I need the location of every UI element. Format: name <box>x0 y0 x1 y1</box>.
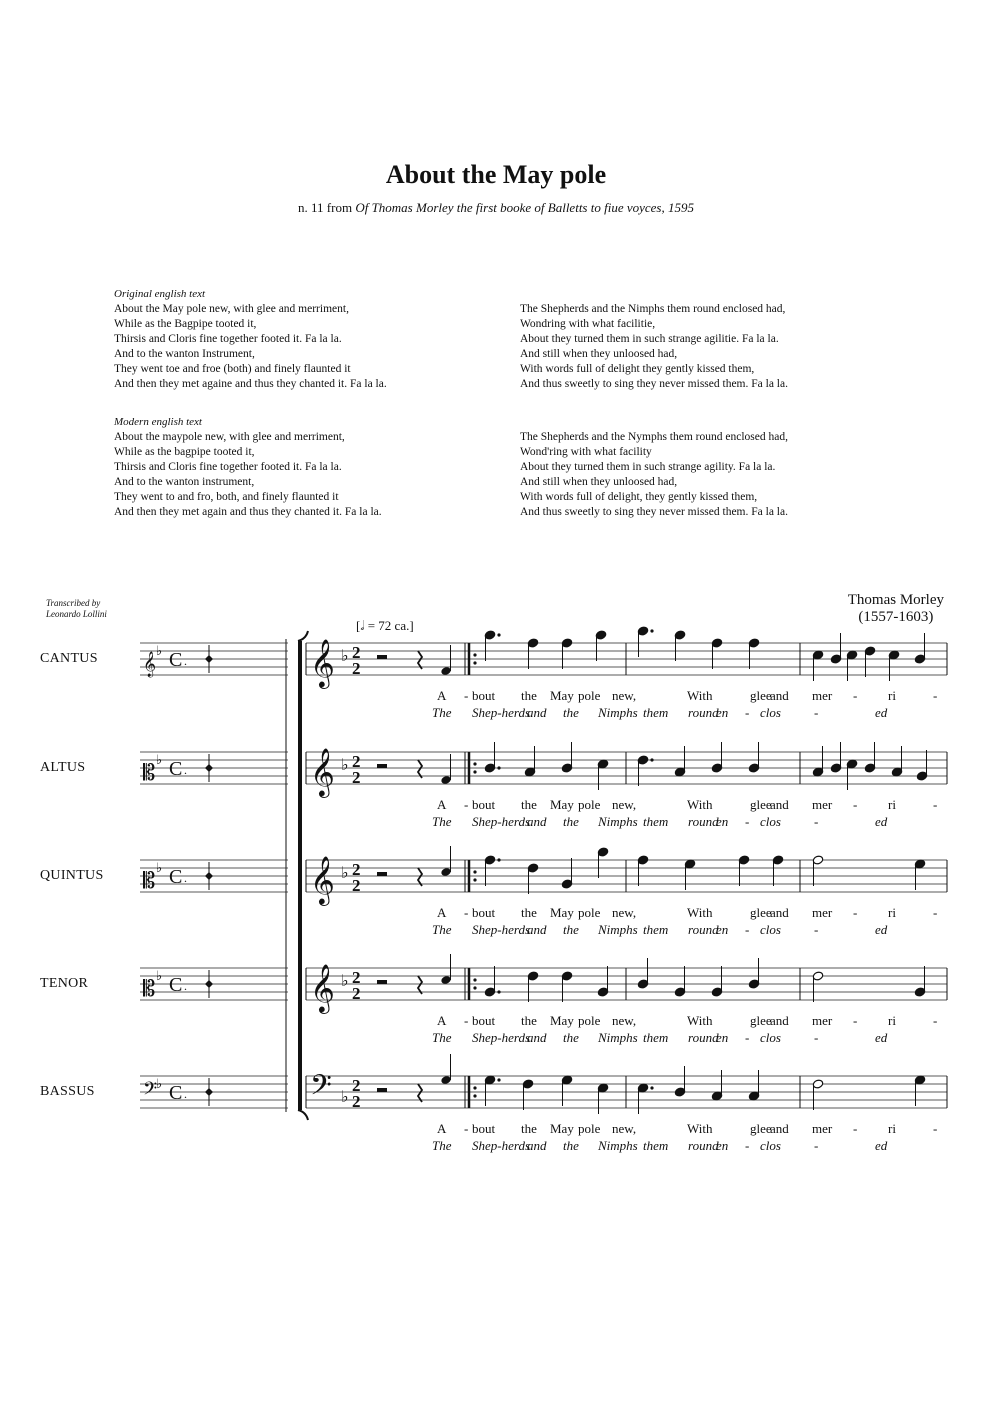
lyric-verse1: - <box>853 905 858 920</box>
lyric-verse2: round <box>688 814 719 829</box>
repeat-dot <box>473 1094 476 1097</box>
treble-clef-icon: 𝄞 <box>310 858 335 904</box>
lyric-verse1: and <box>770 1013 789 1028</box>
voice-label-bassus: BASSUS <box>40 1084 95 1099</box>
mensuration-dot: . <box>184 871 187 885</box>
repeat-dot <box>473 870 476 873</box>
lyric-verse2: them <box>643 814 669 829</box>
poem-line: About they turned them in such strange agilitie. Fa la la. <box>520 333 779 345</box>
bracket-bottom-hook <box>298 1110 308 1120</box>
repeat-dot <box>473 653 476 656</box>
lyric-verse2: en <box>716 1030 729 1045</box>
flat-icon: ♭ <box>156 752 163 767</box>
lyric-verse2: - <box>814 1138 819 1153</box>
poem-line: Wondring with what facilitie, <box>520 318 656 330</box>
poem-line: Thirsis and Cloris fine together footed it. Fa la la. <box>114 461 342 473</box>
mensuration-c-icon: C <box>169 974 183 996</box>
time-signature-bottom: 2 <box>352 876 361 895</box>
poem-line: Wond'ring with what facility <box>520 446 652 458</box>
lyric-verse2: clos <box>760 814 781 829</box>
lyric-verse1: pole <box>578 688 601 703</box>
poem-line: They went to and fro, both, and finely flaunted it <box>114 491 339 503</box>
lyric-verse2: Nimphs <box>598 814 638 829</box>
augmentation-dot <box>497 633 500 636</box>
lyric-verse1: With <box>687 1013 713 1028</box>
quarter-rest <box>418 868 422 886</box>
lyric-verse1: pole <box>578 905 601 920</box>
lyric-verse2: - <box>814 814 819 829</box>
mensuration-dot: . <box>184 1087 187 1101</box>
lyric-verse2: the <box>563 922 579 937</box>
lyric-verse2: Shep-herds <box>472 814 531 829</box>
lyric-verse1: ri <box>888 797 896 812</box>
lyric-verse1: - <box>464 905 469 920</box>
subtitle-source: Of Thomas Morley the first booke of Balletts to fiue voyces, 1595 <box>355 200 694 215</box>
old-clef-icon: 𝄡 <box>143 976 156 1001</box>
poem-line: About the May pole new, with glee and merriment, <box>114 303 349 315</box>
old-clef-icon: 𝄡 <box>143 760 156 785</box>
lyric-verse1: glee <box>750 797 772 812</box>
lyric-verse1: A <box>437 688 447 703</box>
mensuration-c-icon: C <box>169 866 183 888</box>
augmentation-dot <box>497 990 500 993</box>
lyric-verse1: new, <box>612 1013 637 1028</box>
lyric-verse1: bout <box>472 1121 496 1136</box>
lyric-verse1: May <box>550 797 574 812</box>
lyric-verse2: and <box>527 705 547 720</box>
repeat-dot <box>473 986 476 989</box>
lyric-verse1: With <box>687 797 713 812</box>
lyric-verse2: clos <box>760 1030 781 1045</box>
lyric-verse2: Shep-herds <box>472 922 531 937</box>
lyric-verse1: and <box>770 1121 789 1136</box>
poem-line: While as the Bagpipe tooted it, <box>114 318 257 330</box>
lyric-verse1: May <box>550 1013 574 1028</box>
lyric-verse2: and <box>527 922 547 937</box>
voice-label-quintus: QUINTUS <box>40 868 104 883</box>
poem-line: Thirsis and Cloris fine together footed it. Fa la la. <box>114 333 342 345</box>
poem-line: While as the bagpipe tooted it, <box>114 446 255 458</box>
augmentation-dot <box>497 766 500 769</box>
lyric-verse1: - <box>853 797 858 812</box>
lyric-verse2: ed <box>875 1030 888 1045</box>
lyric-verse2: - <box>745 1030 750 1045</box>
lyric-verse2: - <box>745 1138 750 1153</box>
half-rest <box>377 872 387 876</box>
lyric-verse2: round <box>688 922 719 937</box>
lyric-verse2: Shep-herds <box>472 1030 531 1045</box>
mensuration-dot: . <box>184 979 187 993</box>
lyric-verse2: and <box>527 1030 547 1045</box>
lyric-verse1: May <box>550 905 574 920</box>
poem-line: About they turned them in such strange agility. Fa la la. <box>520 461 776 473</box>
original-text-header: Original english text <box>114 288 206 300</box>
lyric-verse2: ed <box>875 922 888 937</box>
lyric-verse1: glee <box>750 1013 772 1028</box>
lyric-verse1: - <box>933 905 938 920</box>
quarter-rest <box>418 651 422 669</box>
lyric-verse2: them <box>643 1030 669 1045</box>
repeat-dot <box>473 878 476 881</box>
lyric-verse1: the <box>521 905 537 920</box>
lyric-verse2: The <box>432 1138 452 1153</box>
voice-label-altus: ALTUS <box>40 760 86 775</box>
poem-line: With words full of delight they gently kissed them, <box>520 363 755 375</box>
treble-clef-icon: 𝄞 <box>310 750 335 796</box>
augmentation-dot <box>650 1086 653 1089</box>
lyric-verse2: en <box>716 814 729 829</box>
half-rest <box>377 764 387 768</box>
poem-line: And to the wanton Instrument, <box>114 348 255 360</box>
poem-line: And still when they unloosed had, <box>520 348 678 360</box>
poem-line: About the maypole new, with glee and merriment, <box>114 431 345 443</box>
lyric-verse2: clos <box>760 1138 781 1153</box>
lyric-verse1: With <box>687 1121 713 1136</box>
lyric-verse1: A <box>437 797 447 812</box>
lyric-verse1: bout <box>472 797 496 812</box>
lyric-verse1: - <box>933 688 938 703</box>
credit-line: Transcribed by <box>46 598 101 608</box>
lyric-verse2: the <box>563 705 579 720</box>
lyric-verse2: - <box>814 1030 819 1045</box>
flat-icon: ♭ <box>341 865 349 882</box>
quarter-rest <box>418 760 422 778</box>
treble-clef-icon: 𝄞 <box>310 641 335 687</box>
lyric-verse1: A <box>437 1013 447 1028</box>
time-signature-top: 2 <box>352 968 361 987</box>
poem-line: And then they met again and thus they chanted it. Fa la la. <box>114 506 382 518</box>
lyric-verse2: Nimphs <box>598 1030 638 1045</box>
lyric-verse2: clos <box>760 922 781 937</box>
lyric-verse2: them <box>643 1138 669 1153</box>
lyric-verse1: and <box>770 688 789 703</box>
lyric-verse2: The <box>432 1030 452 1045</box>
time-signature-bottom: 2 <box>352 1092 361 1111</box>
lyric-verse2: and <box>527 1138 547 1153</box>
lyric-verse1: - <box>464 797 469 812</box>
mensuration-dot: . <box>184 654 187 668</box>
poem-line: The Shepherds and the Nimphs them round enclosed had, <box>520 303 786 315</box>
lyric-verse1: new, <box>612 905 637 920</box>
lyric-verse2: The <box>432 922 452 937</box>
poem-line: And thus sweetly to sing they never missed them. Fa la la. <box>520 378 788 390</box>
lyric-verse2: en <box>716 922 729 937</box>
flat-icon: ♭ <box>341 648 349 665</box>
quarter-rest <box>418 976 422 994</box>
lyric-verse1: the <box>521 1013 537 1028</box>
old-clef-icon: 𝄢 <box>143 1078 158 1103</box>
lyric-verse2: the <box>563 814 579 829</box>
lyric-verse1: glee <box>750 688 772 703</box>
old-clef-icon: 𝄡 <box>143 868 156 893</box>
lyric-verse1: new, <box>612 797 637 812</box>
lyric-verse1: - <box>464 688 469 703</box>
repeat-dot <box>473 661 476 664</box>
half-rest <box>377 1088 387 1092</box>
lyric-verse1: bout <box>472 905 496 920</box>
time-signature-bottom: 2 <box>352 768 361 787</box>
flat-icon: ♭ <box>341 973 349 990</box>
lyric-verse1: With <box>687 688 713 703</box>
mensuration-c-icon: C <box>169 758 183 780</box>
augmentation-dot <box>650 758 653 761</box>
lyric-verse2: - <box>745 922 750 937</box>
lyric-verse2: Nimphs <box>598 705 638 720</box>
lyric-verse1: mer <box>812 1121 833 1136</box>
treble-clef-icon: 𝄞 <box>310 966 335 1012</box>
lyric-verse1: A <box>437 1121 447 1136</box>
lyric-verse1: mer <box>812 1013 833 1028</box>
repeat-dot <box>473 770 476 773</box>
lyric-verse1: - <box>853 688 858 703</box>
lyric-verse2: them <box>643 705 669 720</box>
lyric-verse1: mer <box>812 905 833 920</box>
time-signature-top: 2 <box>352 860 361 879</box>
lyric-verse1: bout <box>472 688 496 703</box>
mensuration-c-icon: C <box>169 1082 183 1104</box>
lyric-verse1: the <box>521 688 537 703</box>
modern-text-header: Modern english text <box>114 416 202 428</box>
lyric-verse2: ed <box>875 705 888 720</box>
composer-dates: (1557-1603) <box>858 609 934 625</box>
poem-line: And to the wanton instrument, <box>114 476 255 488</box>
lyric-verse2: Shep-herds <box>472 705 531 720</box>
half-rest <box>377 655 387 659</box>
lyric-verse1: May <box>550 1121 574 1136</box>
flat-icon: ♭ <box>156 968 163 983</box>
lyric-verse2: Nimphs <box>598 922 638 937</box>
quarter-rest <box>418 1084 422 1102</box>
lyric-verse2: The <box>432 814 452 829</box>
old-clef-icon: 𝄞 <box>143 651 157 676</box>
lyric-verse2: them <box>643 922 669 937</box>
lyric-verse2: - <box>814 922 819 937</box>
lyric-verse2: Shep-herds <box>472 1138 531 1153</box>
lyric-verse2: - <box>745 705 750 720</box>
lyric-verse1: glee <box>750 1121 772 1136</box>
lyric-verse2: ed <box>875 1138 888 1153</box>
voice-label-cantus: CANTUS <box>40 651 98 666</box>
lyric-verse2: round <box>688 1138 719 1153</box>
page-title: About the May pole <box>385 160 607 189</box>
lyric-verse2: and <box>527 814 547 829</box>
lyric-verse1: - <box>464 1013 469 1028</box>
lyric-verse2: the <box>563 1030 579 1045</box>
subtitle-prefix: n. 11 from <box>298 200 356 215</box>
flat-icon: ♭ <box>156 643 163 658</box>
lyric-verse2: - <box>814 705 819 720</box>
poem-line: With words full of delight, they gently kissed them, <box>520 491 758 503</box>
bass-clef-icon: 𝄢 <box>310 1071 332 1108</box>
repeat-dot <box>473 762 476 765</box>
lyric-verse1: the <box>521 1121 537 1136</box>
time-signature-top: 2 <box>352 752 361 771</box>
time-signature-top: 2 <box>352 643 361 662</box>
lyric-verse1: pole <box>578 1121 601 1136</box>
lyric-verse1: mer <box>812 688 833 703</box>
time-signature-bottom: 2 <box>352 659 361 678</box>
voice-label-tenor: TENOR <box>40 976 89 991</box>
lyric-verse1: pole <box>578 797 601 812</box>
repeat-dot <box>473 978 476 981</box>
augmentation-dot <box>650 629 653 632</box>
lyric-verse2: round <box>688 705 719 720</box>
augmentation-dot <box>497 1078 500 1081</box>
lyric-verse1: pole <box>578 1013 601 1028</box>
lyric-verse1: new, <box>612 688 637 703</box>
lyric-verse1: - <box>853 1121 858 1136</box>
lyric-verse1: - <box>933 797 938 812</box>
poem-line: The Shepherds and the Nymphs them round enclosed had, <box>520 431 788 443</box>
tempo-marking: [𝅗𝅥 = 72 ca.] <box>356 618 414 633</box>
lyric-verse1: A <box>437 905 447 920</box>
lyric-verse1: and <box>770 905 789 920</box>
lyric-verse1: - <box>933 1121 938 1136</box>
mensuration-c-icon: C <box>169 649 183 671</box>
lyric-verse1: bout <box>472 1013 496 1028</box>
credit-line: Leonardo Lollini <box>46 609 107 619</box>
mensuration-dot: . <box>184 763 187 777</box>
lyric-verse2: the <box>563 1138 579 1153</box>
poem-line: And still when they unloosed had, <box>520 476 678 488</box>
lyric-verse1: - <box>933 1013 938 1028</box>
lyric-verse2: clos <box>760 705 781 720</box>
lyric-verse1: With <box>687 905 713 920</box>
composer-name: Thomas Morley <box>847 592 944 608</box>
flat-icon: ♭ <box>341 1089 349 1106</box>
time-signature-top: 2 <box>352 1076 361 1095</box>
lyric-verse1: ri <box>888 1013 896 1028</box>
time-signature-bottom: 2 <box>352 984 361 1003</box>
lyric-verse2: en <box>716 705 729 720</box>
flat-icon: ♭ <box>156 860 163 875</box>
lyric-verse2: Nimphs <box>598 1138 638 1153</box>
repeat-dot <box>473 1086 476 1089</box>
lyric-verse2: ed <box>875 814 888 829</box>
lyric-verse1: ri <box>888 688 896 703</box>
lyric-verse1: - <box>853 1013 858 1028</box>
lyric-verse1: mer <box>812 797 833 812</box>
lyric-verse1: and <box>770 797 789 812</box>
flat-icon: ♭ <box>341 757 349 774</box>
lyric-verse1: May <box>550 688 574 703</box>
lyric-verse1: ri <box>888 905 896 920</box>
lyric-verse2: - <box>745 814 750 829</box>
flat-icon: ♭ <box>156 1076 163 1091</box>
augmentation-dot <box>497 858 500 861</box>
poem-line: And then they met againe and thus they chanted it. Fa la la. <box>114 378 387 390</box>
lyric-verse2: round <box>688 1030 719 1045</box>
bracket-top-hook <box>298 631 308 641</box>
lyric-verse1: glee <box>750 905 772 920</box>
lyric-verse1: the <box>521 797 537 812</box>
lyric-verse1: - <box>464 1121 469 1136</box>
half-rest <box>377 980 387 984</box>
lyric-verse2: en <box>716 1138 729 1153</box>
lyric-verse1: new, <box>612 1121 637 1136</box>
lyric-verse2: The <box>432 705 452 720</box>
poem-line: And thus sweetly to sing they never missed them. Fa la la. <box>520 506 788 518</box>
poem-line: They went toe and froe (both) and finely flaunted it <box>114 363 351 375</box>
lyric-verse1: ri <box>888 1121 896 1136</box>
